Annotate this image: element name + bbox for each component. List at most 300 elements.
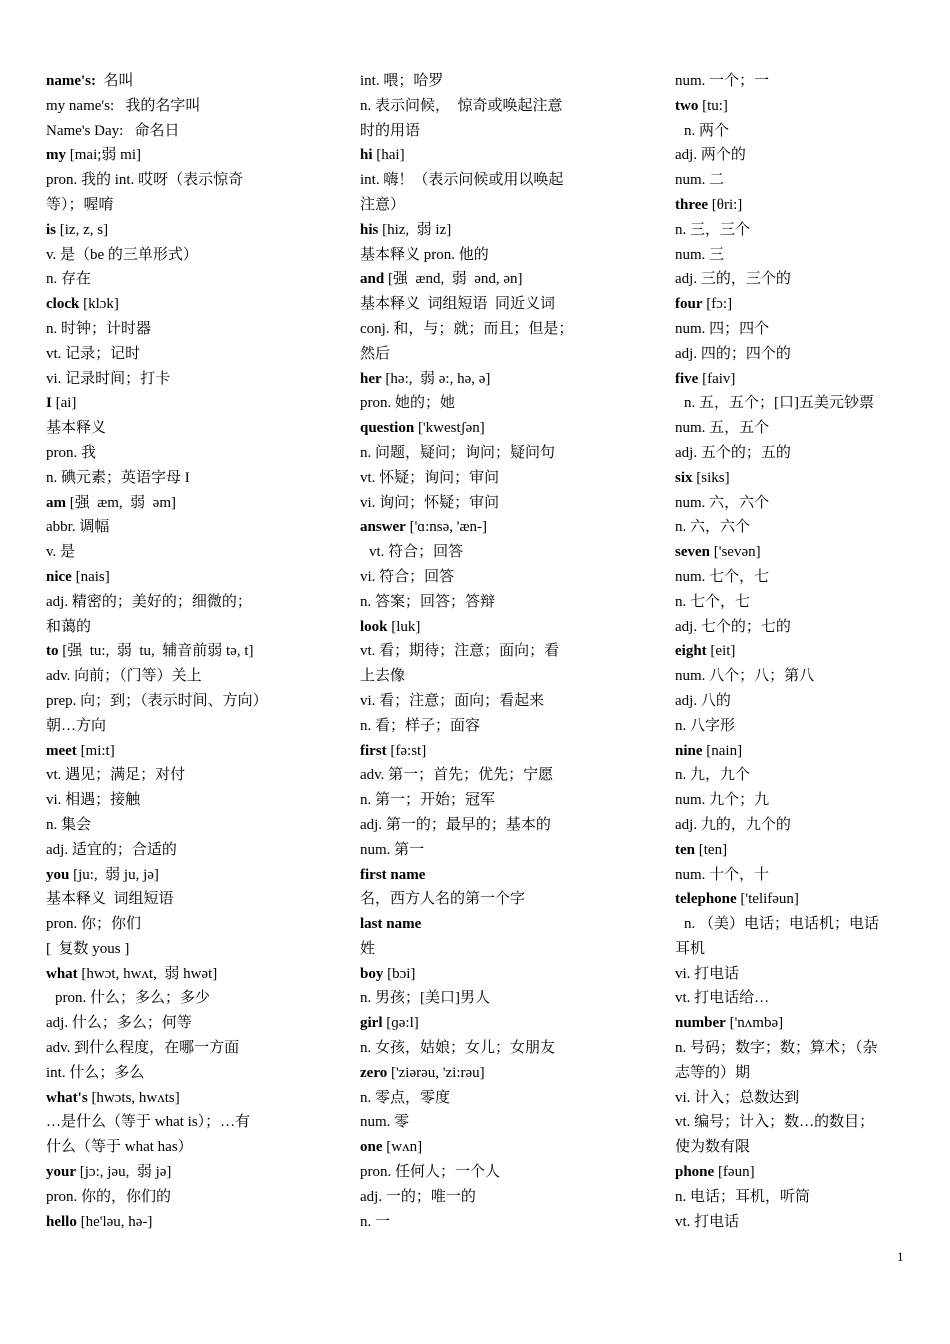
definition-text: pron. 她的；她 [360,395,455,412]
definition-text: 姓 [360,940,376,957]
definition-text: v. 是 [46,544,76,561]
definition-text: vi. 相遇；接触 [46,792,141,809]
headword: what's [46,1089,88,1106]
pronunciation: ['ɑ:nsə, 'æn-] [405,519,487,536]
definition-text: vi. 询问；怀疑；审问 [360,494,500,511]
definition-text: vt. 遇见；满足；对付 [46,767,186,784]
headword: zero [360,1064,388,1081]
vocab-definition-line [46,317,286,342]
vocab-definition-line [46,887,286,912]
definition-text: conj. 和，与；就；而且；但是； [360,320,574,337]
pronunciation: [eit] [706,643,736,660]
definition-text: adv. 向前；（门等）关上 [46,668,202,685]
pronunciation: [hai] [372,147,405,164]
vocab-definition-line [675,1061,915,1086]
vocab-definition-line [46,838,286,863]
vocab-definition-line [360,689,600,714]
definition-text: n. 看；样子；面容 [360,717,481,734]
definition-text: vi. 记录时间；打卡 [46,370,171,387]
vocab-definition-line [360,788,600,813]
vocab-definition-line [675,243,915,268]
vocab-headword-line [360,739,600,764]
vocab-headword-line [46,962,286,987]
vocab-definition-line [675,391,915,416]
vocab-headword-line [675,466,915,491]
headword: nine [675,742,703,759]
vocab-definition-line [46,466,286,491]
definition-text: vt. 打电话 [675,1213,740,1230]
vocab-headword-line [675,1160,915,1185]
definition-text: adj. 五个的；五的 [675,444,791,461]
headword: boy [360,965,384,982]
definition-text: [ 复数 yous ] [46,940,130,957]
definition-text: adj. 八的 [675,692,731,709]
vocab-headword-line [675,540,915,565]
definition-text: pron. 我的 int. 哎呀（表示惊奇 [46,172,244,189]
vocab-headword-line [360,1135,600,1160]
definition-text: 朝…方向 [46,717,107,734]
vocab-definition-line [46,342,286,367]
vocab-definition-line [46,689,286,714]
definition-text: my name's: 我的名字叫 [46,97,201,114]
vocab-headword-line [675,739,915,764]
vocab-definition-line [46,1061,286,1086]
vocab-definition-line [675,491,915,516]
vocab-headword-line [46,1210,286,1235]
vocab-headword-line [46,69,286,94]
definition-text: vt. 怀疑；询问；审问 [360,469,500,486]
vocab-headword-line [360,367,600,392]
vocab-definition-line [360,1210,600,1235]
vocab-definition-line [360,69,600,94]
vocab-headword-line [360,912,600,937]
definition-text: n. 一 [360,1213,391,1230]
vocab-definition-line [675,1036,915,1061]
pronunciation: [fɔ:] [702,296,733,313]
definition-text: num. 四；四个 [675,320,770,337]
vocab-definition-line [360,763,600,788]
definition-text: …是什么（等于 what is）；…有 [46,1114,251,1131]
headword: hello [46,1213,77,1230]
pronunciation: [强 æm, 弱 əm] [66,494,176,511]
definition-text: vi. 看；注意；面向；看起来 [360,692,545,709]
headword: I [46,395,52,412]
vocab-definition-line [675,937,915,962]
headword: you [46,866,70,883]
vocab-headword-line [360,267,600,292]
vocab-definition-line [675,1135,915,1160]
vocab-definition-line [360,937,600,962]
page-number: 1 [897,1249,904,1264]
vocab-definition-line [675,962,915,987]
vocab-headword-line [46,391,286,416]
headword: what [46,965,78,982]
vocab-definition-line [360,664,600,689]
headword: my [46,147,66,164]
vocab-definition-line [675,986,915,1011]
headword: three [675,196,709,213]
definition-text: 耳机 [675,940,706,957]
definition-text: n. 碘元素；英语字母 I [46,469,190,486]
definition-text: 什么（等于 what has） [46,1139,193,1156]
vocab-headword-line [46,863,286,888]
definition-text: n. 时钟；计时器 [46,320,152,337]
pronunciation: [ju:, 弱 ju, jə] [69,866,159,883]
pronunciation: [luk] [387,618,421,635]
vocab-definition-line [360,342,600,367]
vocab-definition-line [360,466,600,491]
pronunciation: [mi:t] [76,742,115,759]
vocab-definition-line [675,119,915,144]
vocab-headword-line [360,416,600,441]
pronunciation: [ɡə:l] [382,1015,419,1032]
vocab-headword-line [360,218,600,243]
definition-text: adj. 第一的；最早的；基本的 [360,816,551,833]
vocab-definition-line [675,168,915,193]
vocab-definition-line [46,540,286,565]
headword: telephone [675,891,737,908]
vocab-definition-line [46,763,286,788]
headword: her [360,370,382,387]
definition-text: 和蔼的 [46,618,92,635]
vocab-definition-line [46,664,286,689]
definition-text: int. 喂；哈罗 [360,73,444,89]
headword: first [360,742,387,759]
headword: ten [675,841,695,858]
pronunciation: [he'ləu, hə-] [76,1213,153,1230]
definition-text: adj. 三的，三个的 [675,271,791,288]
vocab-definition-line [675,615,915,640]
definition-text: vt. 符合；回答 [369,544,464,561]
vocab-headword-line [46,292,286,317]
vocab-definition-line [360,193,600,218]
definition-text: adj. 两个的 [675,147,746,164]
vocab-definition-line [360,1036,600,1061]
definition-text: adv. 第一；首先；优先；宁愿 [360,767,554,784]
definition-text: adj. 一的；唯一的 [360,1188,476,1205]
definition-text: n. 问题，疑问；询问；疑问句 [360,444,556,461]
vocab-definition-line [675,689,915,714]
vocab-headword-line [46,143,286,168]
vocab-column-1 [46,69,286,1234]
vocab-definition-line [675,590,915,615]
vocab-definition-line [46,367,286,392]
pronunciation: [ai] [51,395,77,412]
headword: your [46,1164,76,1181]
pronunciation: ['telifəun] [736,891,799,908]
definition-text: num. 十个，十 [675,866,770,883]
vocab-definition-line [46,813,286,838]
vocab-definition-line [360,590,600,615]
vocab-definition-line [675,1210,915,1235]
vocab-headword-line [675,193,915,218]
definition-text: 基本释义 [46,420,107,437]
definition-text: 基本释义 词组短语 [46,891,174,908]
pronunciation: [wʌn] [382,1139,423,1156]
pronunciation: [hwɔts, hwʌts] [87,1089,180,1106]
vocab-headword-line [360,515,600,540]
headword: seven [675,544,710,561]
headword: his [360,221,379,238]
definition-text: vt. 看；期待；注意；面向；看 [360,643,560,660]
headword: first name [360,866,426,883]
definition-text: vi. 符合；回答 [360,568,455,585]
definition-text: vt. 记录；记时 [46,345,141,362]
vocab-definition-line [46,788,286,813]
headword: two [675,97,699,114]
definition-text: n. 八字形 [675,717,736,734]
vocab-definition-line [360,119,600,144]
vocab-headword-line [675,367,915,392]
definition-text: n. （美）电话；电话机；电话 [684,916,880,933]
headword: one [360,1139,383,1156]
vocab-definition-line [675,342,915,367]
headword: six [675,469,693,486]
vocab-headword-line [360,1011,600,1036]
vocab-headword-line [675,639,915,664]
vocab-headword-line [360,143,600,168]
vocab-headword-line [46,1086,286,1111]
definition-text: num. 一个；一 [675,73,770,89]
definition-text: adj. 适宜的；合适的 [46,841,177,858]
definition-text: v. 是（be 的三单形式） [46,246,198,263]
definition-text: adj. 精密的；美好的；细微的； [46,593,252,610]
vocab-definition-line [46,441,286,466]
pronunciation: [nais] [71,568,110,585]
pronunciation: [hiz, 弱 iz] [378,221,452,238]
vocab-definition-line [360,1110,600,1135]
pronunciation: [强 ænd, 弱 ənd, ən] [384,271,523,288]
definition-text: adj. 四的；四个的 [675,345,791,362]
vocab-definition-line [46,714,286,739]
definition-text: n. 九，九个 [675,767,751,784]
vocab-definition-line [675,565,915,590]
pronunciation: [nain] [702,742,743,759]
vocab-definition-line [360,887,600,912]
vocab-headword-line [46,218,286,243]
vocab-headword-line [675,887,915,912]
headword: meet [46,742,77,759]
headword: answer [360,519,406,536]
pronunciation: [iz, z, s] [56,221,109,238]
pronunciation: [jɔ:, jəu, 弱 jə] [76,1164,172,1181]
definition-text: adj. 七个的；七的 [675,618,791,635]
definition-text: n. 零点，零度 [360,1089,451,1106]
pronunciation: [siks] [692,469,730,486]
vocab-definition-line [46,1110,286,1135]
definition-text: n. 两个 [684,122,730,139]
definition-text: 上去像 [360,668,406,685]
vocab-definition-line [46,515,286,540]
vocab-definition-line [360,441,600,466]
vocab-definition-line [360,565,600,590]
vocab-definition-line [675,1110,915,1135]
definition-text: 名，西方人名的第一个字 [360,891,526,908]
vocab-definition-line [675,416,915,441]
definition-text: 基本释义 词组短语 同近义词 [360,296,556,313]
pronunciation: [bɔi] [383,965,416,982]
definition-text: num. 五，五个 [675,420,770,437]
vocab-definition-line [675,441,915,466]
vocab-column-3 [675,69,915,1234]
vocab-definition-line [675,317,915,342]
headword: is [46,221,57,238]
vocab-definition-line [675,664,915,689]
vocab-definition-line [360,1185,600,1210]
definition-text: 使为数有限 [675,1139,751,1156]
pronunciation: [ten] [695,841,728,858]
definition-text: pron. 你；你们 [46,916,141,933]
vocab-definition-line [675,1086,915,1111]
definition-text: 时的用语 [360,122,421,139]
headword: name's: [46,73,96,89]
vocab-definition-line [360,243,600,268]
vocab-definition-line [46,1011,286,1036]
pronunciation: ['nʌmbə] [725,1015,784,1032]
pronunciation: [faiv] [698,370,736,387]
definition-text: pron. 你的，你们的 [46,1188,171,1205]
vocab-definition-line [675,912,915,937]
vocab-definition-line [675,515,915,540]
vocab-definition-line [46,937,286,962]
vocab-definition-line [360,838,600,863]
definition-text: n. 答案；回答；答辩 [360,593,496,610]
vocab-definition-line [360,986,600,1011]
vocab-headword-line [675,838,915,863]
definition-text: n. 男孩；[美口]男人 [360,990,490,1007]
headword: clock [46,296,80,313]
vocab-column-2 [360,69,600,1234]
headword: last name [360,916,422,933]
definition-text: pron. 任何人；一个人 [360,1164,500,1181]
vocab-definition-line [46,267,286,292]
definition-text: Name's Day: 命名日 [46,122,180,139]
pronunciation: ['sevən] [710,544,761,561]
vocab-headword-line [46,1160,286,1185]
vocab-definition-line [360,317,600,342]
vocab-definition-line [360,168,600,193]
pronunciation: [mai;弱 mi] [66,147,141,164]
vocab-definition-line [360,94,600,119]
definition-text: vt. 打电话给… [675,990,770,1007]
pronunciation: [θri:] [708,196,743,213]
vocab-definition-line [360,540,600,565]
pronunciation: [hwɔt, hwʌt, 弱 hwət] [77,965,218,982]
definition-text: n. 五，五个；[口]五美元钞票 [684,395,874,412]
definition-text: adv. 到什么程度，在哪一方面 [46,1040,240,1057]
vocab-headword-line [360,1061,600,1086]
vocab-definition-line [360,391,600,416]
vocab-definition-line [360,813,600,838]
vocab-definition-line [675,714,915,739]
headword: and [360,271,385,288]
vocab-definition-line [675,143,915,168]
vocab-definition-line [675,218,915,243]
vocab-definition-line [675,69,915,94]
definition-text: 志等的）期 [675,1064,751,1081]
pronunciation: [强 tu:, 弱 tu, 辅音前弱 tə, t] [58,643,254,660]
headword: phone [675,1164,715,1181]
definition-text: 然后 [360,345,391,362]
pronunciation: 名叫 [96,73,134,89]
vocab-headword-line [360,615,600,640]
headword: girl [360,1015,383,1032]
pronunciation: [hə:, 弱 ə:, hə, ə] [381,370,491,387]
vocab-definition-line [46,590,286,615]
definition-text: num. 九个；九 [675,792,770,809]
vocab-definition-line [360,714,600,739]
vocab-definition-line [46,1135,286,1160]
vocab-headword-line [46,491,286,516]
definition-text: n. 三，三个 [675,221,751,238]
vocab-headword-line [46,565,286,590]
definition-text: n. 七个，七 [675,593,751,610]
definition-text: 基本释义 pron. 他的 [360,246,489,263]
definition-text: num. 零 [360,1114,410,1131]
vocab-definition-line [675,1185,915,1210]
vocab-definition-line [675,267,915,292]
pronunciation: [klɔk] [79,296,119,313]
vocab-definition-line [675,813,915,838]
vocab-headword-line [46,639,286,664]
definition-text: 注意） [360,196,406,213]
headword: question [360,420,415,437]
definition-text: num. 六，六个 [675,494,770,511]
vocab-headword-line [675,1011,915,1036]
vocab-definition-line [360,1160,600,1185]
vocab-headword-line [675,94,915,119]
vocab-definition-line [675,788,915,813]
headword: am [46,494,66,511]
definition-text: n. 集会 [46,816,92,833]
definition-text: prep. 向；到；（表示时间、方向） [46,692,268,709]
definition-text: n. 电话；耳机，听筒 [675,1188,811,1205]
definition-text: vi. 打电话 [675,965,740,982]
vocab-definition-line [46,416,286,441]
vocab-definition-line [46,243,286,268]
headword: to [46,643,59,660]
pronunciation: ['ziərəu, 'zi:rəu] [387,1064,485,1081]
vocab-definition-line [360,639,600,664]
definition-text: int. 什么；多么 [46,1064,145,1081]
pronunciation: [tu:] [698,97,728,114]
headword: look [360,618,388,635]
definition-text: 等）；喔唷 [46,196,114,213]
vocab-definition-line [46,1036,286,1061]
definition-text: num. 第一 [360,841,425,858]
definition-text: vi. 计入；总数达到 [675,1089,800,1106]
vocab-headword-line [360,863,600,888]
definition-text: pron. 什么；多么；多少 [55,990,210,1007]
vocab-definition-line [46,1185,286,1210]
definition-text: num. 七个，七 [675,568,770,585]
definition-text: num. 二 [675,172,725,189]
definition-text: n. 号码；数字；数；算术；（杂 [675,1040,878,1057]
definition-text: adj. 九的，九个的 [675,816,791,833]
pronunciation: ['kwestʃən] [414,420,485,437]
vocab-definition-line [46,168,286,193]
vocab-definition-line [675,863,915,888]
headword: eight [675,643,707,660]
definition-text: num. 八个；八；第八 [675,668,815,685]
vocab-headword-line [46,739,286,764]
definition-text: n. 六，六个 [675,519,751,536]
headword: five [675,370,699,387]
definition-text: adj. 什么；多么；何等 [46,1015,192,1032]
vocab-definition-line [360,292,600,317]
pronunciation: [fəun] [714,1164,755,1181]
vocab-headword-line [360,962,600,987]
